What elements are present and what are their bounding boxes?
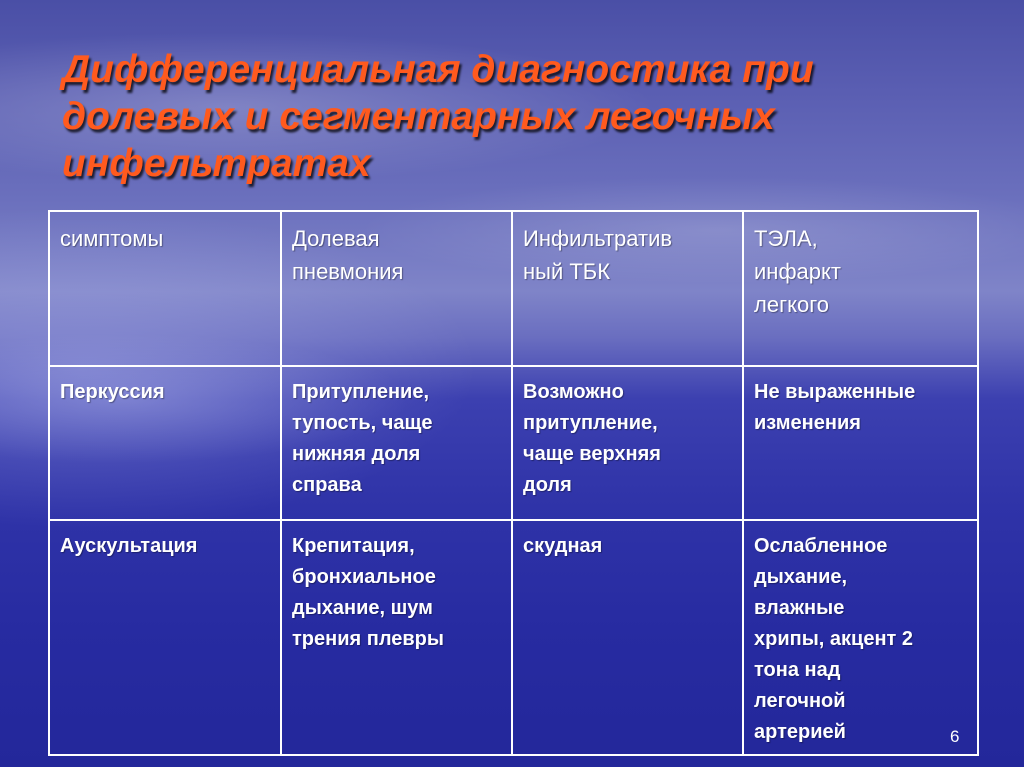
header-cell-lobar-pneumonia: Долевая пневмония	[281, 211, 512, 366]
row-label-percussion: Перкуссия	[49, 366, 281, 520]
cell-auscultation-pneumonia: Крепитация, бронхиальное дыхание, шум трения плевры	[281, 520, 512, 755]
cell-percussion-tb: Возможно притупление, чаще верхняя доля	[512, 366, 743, 520]
cell-percussion-pe: Не выраженные изменения	[743, 366, 978, 520]
diagnosis-table	[48, 210, 979, 756]
table-row-percussion	[49, 366, 978, 520]
table-row-auscultation	[49, 520, 978, 755]
cell-percussion-pneumonia: Притупление, тупость, чаще нижняя доля справа	[281, 366, 512, 520]
slide-title: Дифференциальная диагностика при долевых и сегментарных легочных инфельтратах	[62, 48, 814, 185]
cell-auscultation-tb: скудная	[512, 520, 743, 755]
row-label-auscultation: Аускультация	[49, 520, 281, 755]
page-number: 6	[950, 727, 960, 746]
table-header-row	[49, 211, 978, 366]
cell-auscultation-pe: Ослабленное дыхание, влажные хрипы, акцент 2 тона над легочной артерией	[743, 520, 978, 755]
header-cell-infiltrative-tb: Инфильтратив ный ТБК	[512, 211, 743, 366]
header-cell-pe-infarction: ТЭЛА, инфаркт легкого	[743, 211, 978, 366]
header-cell-symptoms: симптомы	[49, 211, 281, 366]
diagnosis-table-container	[48, 210, 977, 748]
